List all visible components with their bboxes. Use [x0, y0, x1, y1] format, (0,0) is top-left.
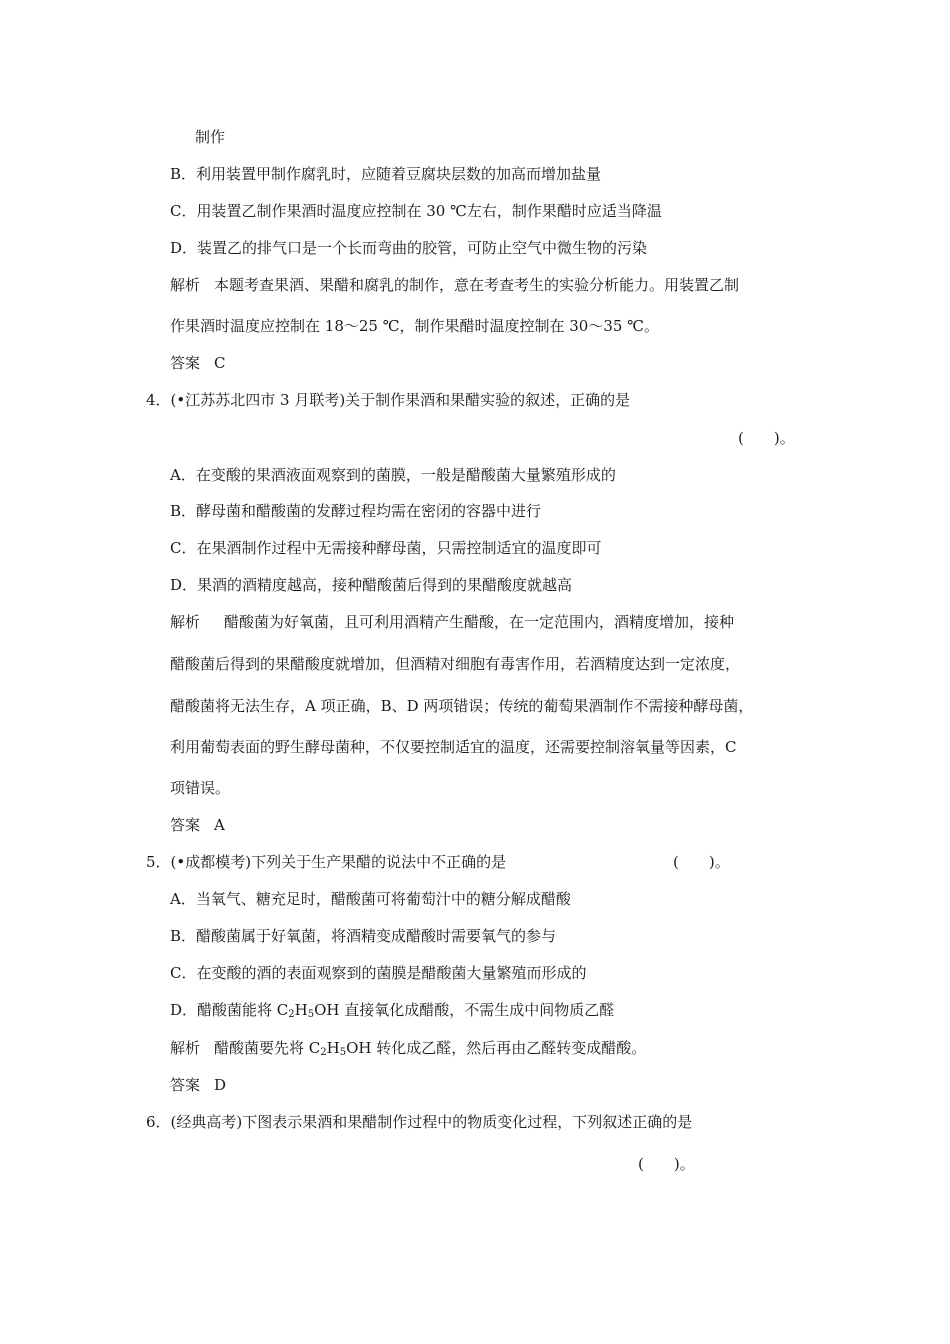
q4-analysis-line-3: 醋酸菌将无法生存，A 项正确，B、D 两项错误；传统的葡萄果酒制作不需接种酵母菌， [170, 697, 754, 715]
analysis-text: 醋酸菌为好氧菌，且可利用酒精产生醋酸，在一定范围内，酒精度增加，接种 [224, 613, 735, 631]
option-d-text-end: OH 直接氧化成醋酸，不需生成中间物质乙醛 [314, 1001, 615, 1019]
hydrogen-symbol: H [326, 1039, 340, 1057]
q3-option-d: D．装置乙的排气口是一个长而弯曲的胶管，可防止空气中微生物的污染 [170, 239, 648, 257]
q3-option-c: C．用装置乙制作果酒时温度应控制在 30 ℃左右，制作果醋时应适当降温 [170, 202, 662, 220]
analysis-text: 本题考查果酒、果醋和腐乳的制作，意在考查考生的实验分析能力。用装置乙制 [214, 276, 740, 294]
answer-label: 答案 [170, 354, 201, 372]
q4-answer-blank: ( )。 [738, 429, 795, 447]
q4-option-d: D．果酒的酒精度越高，接种醋酸菌后得到的果醋酸度就越高 [170, 576, 573, 594]
q4-option-b: B．酵母菌和醋酸菌的发酵过程均需在密闭的容器中进行 [170, 502, 542, 520]
q4-stem: 4．(•江苏苏北四市 3 月联考)关于制作果酒和果醋实验的叙述，正确的是 [146, 391, 631, 409]
q5-answer [170, 1075, 226, 1095]
answer-label: 答案 [170, 816, 201, 834]
answer-value: A [214, 816, 225, 834]
subscript-5: 5 [307, 1009, 315, 1020]
q5-option-c: C．在变酸的酒的表面观察到的菌膜是醋酸菌大量繁殖而形成的 [170, 964, 587, 982]
q5-analysis [170, 1038, 646, 1058]
q4-analysis-line-5: 项错误。 [170, 779, 231, 797]
analysis-label: 解析 [170, 613, 201, 631]
answer-label: 答案 [170, 1076, 201, 1094]
q3-analysis-line-2: 作果酒时温度应控制在 18～25 ℃，制作果醋时温度控制在 30～35 ℃。 [170, 317, 659, 335]
q4-answer [170, 815, 225, 835]
analysis-label: 解析 [170, 1039, 201, 1057]
answer-value: C [214, 354, 226, 372]
subscript-2: 2 [320, 1047, 327, 1058]
q5-stem: 5．(•成都模考)下列关于生产果醋的说法中不正确的是 [146, 853, 507, 871]
q5-option-d [170, 1000, 614, 1020]
q3-analysis-line-1 [170, 275, 739, 295]
q6-answer-blank: ( )。 [638, 1155, 695, 1173]
analysis-label: 解析 [170, 276, 201, 294]
subscript-5: 5 [339, 1047, 347, 1058]
q3-option-b: B．利用装置甲制作腐乳时，应随着豆腐块层数的加高而增加盐量 [170, 165, 602, 183]
answer-value: D [214, 1076, 227, 1094]
q5-option-a: A．当氧气、糖充足时，醋酸菌可将葡萄汁中的糖分解成醋酸 [170, 890, 571, 908]
hydrogen-symbol: H [294, 1001, 308, 1019]
q6-stem: 6．(经典高考)下图表示果酒和果醋制作过程中的物质变化过程，下列叙述正确的是 [146, 1113, 693, 1131]
q5-answer-blank: ( )。 [673, 853, 730, 871]
q4-analysis-line-4: 利用葡萄表面的野生酵母菌种，不仅要控制适宜的温度，还需要控制溶氧量等因素，C [170, 738, 737, 756]
q4-option-c: C．在果酒制作过程中无需接种酵母菌，只需控制适宜的温度即可 [170, 539, 602, 557]
subscript-2: 2 [288, 1009, 295, 1020]
analysis-text-start: 醋酸菌要先将 C [214, 1039, 321, 1057]
q4-option-a: A．在变酸的果酒液面观察到的菌膜，一般是醋酸菌大量繁殖形成的 [170, 466, 616, 484]
q3-answer [170, 353, 226, 373]
q4-analysis-line-2: 醋酸菌后得到的果醋酸度就增加，但酒精对细胞有毒害作用，若酒精度达到一定浓度， [170, 655, 741, 673]
q4-analysis-line-1 [170, 612, 734, 632]
analysis-text-end: OH 转化成乙醛，然后再由乙醛转变成醋酸。 [346, 1039, 647, 1057]
q5-option-b: B．醋酸菌属于好氧菌，将酒精变成醋酸时需要氧气的参与 [170, 927, 557, 945]
q3-continuation: 制作 [195, 128, 226, 146]
option-d-text-start: D．醋酸菌能将 C [170, 1001, 289, 1019]
